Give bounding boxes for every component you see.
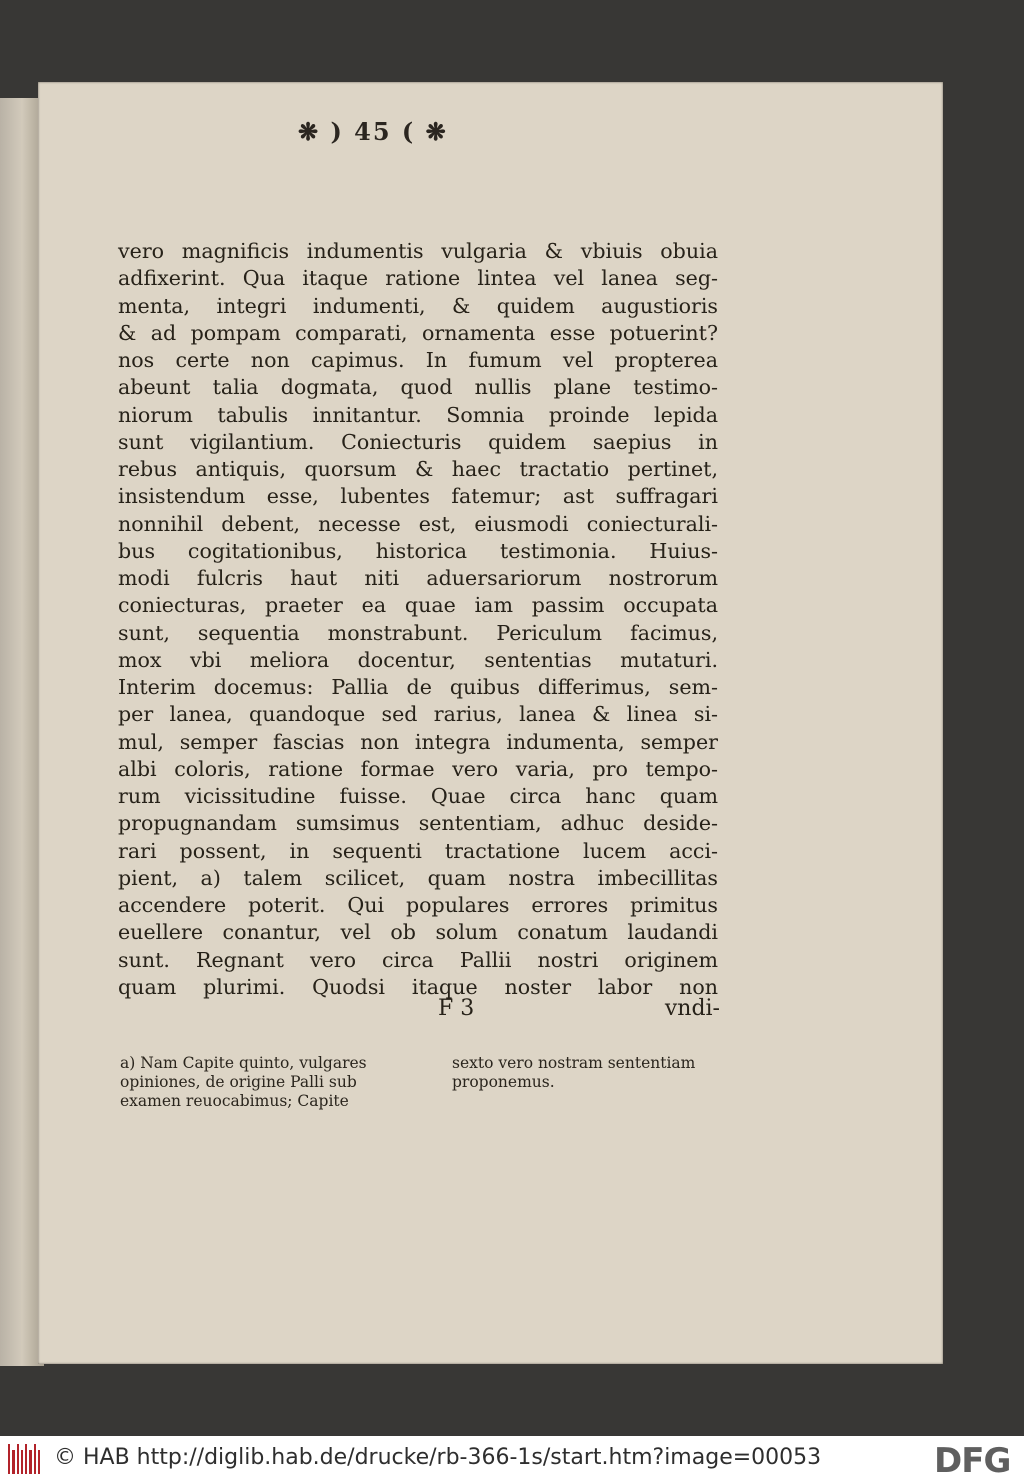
- text-line: propugnandam sumsimus sententiam, adhuc deside-: [118, 811, 718, 836]
- text-line: Interim docemus: Pallia de quibus differimus, sem-: [118, 675, 718, 699]
- text-line: niorum tabulis innitantur. Somnia proinde lepida: [118, 402, 718, 427]
- text-line: quam plurimi. Quodsi itaque noster labor non: [118, 974, 718, 999]
- hab-logo-icon: [8, 1444, 40, 1474]
- text-line: mox vbi meliora docentur, sententias mutaturi.: [118, 647, 718, 672]
- text-line: per lanea, quandoque sed rarius, lanea & linea si-: [118, 702, 718, 727]
- text-line: modi fulcris haut niti aduersariorum nostrorum: [118, 566, 718, 590]
- page-header: ❋ ) 45 ( ❋: [298, 117, 448, 146]
- dfg-logo: DFG: [934, 1441, 1011, 1481]
- text-line: albi coloris, ratione formae vero varia, pro tempo-: [118, 756, 718, 781]
- footnote-line: a) Nam Capite quinto, vulgares: [120, 1054, 367, 1072]
- footnote-column-1: [120, 1054, 420, 1111]
- footnote-line: proponemus.: [452, 1073, 555, 1091]
- text-line: adfixerint. Qua itaque ratione lintea vel lanea seg-: [118, 266, 718, 291]
- footnote-line: examen reuocabimus; Capite: [120, 1092, 349, 1110]
- text-line: coniecturas, praeter ea quae iam passim occupata: [118, 593, 718, 618]
- footer-bar: [0, 1436, 1024, 1483]
- text-line: nos certe non capimus. In fumum vel propterea: [118, 348, 718, 372]
- text-line: sunt, sequentia monstrabunt. Periculum facimus,: [118, 620, 718, 645]
- text-line: euellere conantur, vel ob solum conatum laudandi: [118, 920, 718, 945]
- footnote-column-2: [452, 1054, 732, 1092]
- text-line: accendere poterit. Qui populares errores primitus: [118, 893, 718, 917]
- text-line: bus cogitationibus, historica testimonia. Huius-: [118, 538, 718, 563]
- text-line: vero magnificis indumentis vulgaria & vbiuis obuia: [118, 239, 718, 263]
- text-line: & ad pompam comparati, ornamenta esse potuerint?: [118, 320, 718, 345]
- text-line: rebus antiquis, quorsum & haec tractatio pertinet,: [118, 457, 718, 481]
- footnote-line: opiniones, de origine Palli sub: [120, 1073, 357, 1091]
- signature-mark: F 3: [438, 996, 475, 1021]
- text-line: sunt. Regnant vero circa Pallii nostri originem: [118, 947, 718, 972]
- text-line: abeunt talia dogmata, quod nullis plane testimo-: [118, 375, 718, 400]
- text-line: rum vicissitudine fuisse. Quae circa hanc quam: [118, 784, 718, 808]
- body-text: [118, 238, 718, 1001]
- copyright-link[interactable]: © HAB http://diglib.hab.de/drucke/rb-366-1s/start.htm?image=00053: [54, 1445, 822, 1470]
- footnote-line: sexto vero nostram sententiam: [452, 1054, 696, 1072]
- text-line: sunt vigilantium. Coniecturis quidem saepius in: [118, 429, 718, 454]
- catchword: vndi-: [664, 996, 720, 1021]
- signature-row: [438, 996, 720, 1021]
- text-line: pient, a) talem scilicet, quam nostra imbecillitas: [118, 865, 718, 890]
- text-line: mul, semper fascias non integra indumenta, semper: [118, 729, 718, 754]
- text-line: insistendum esse, lubentes fatemur; ast suffragari: [118, 484, 718, 509]
- text-line: rari possent, in sequenti tractatione lucem acci-: [118, 838, 718, 863]
- text-line: menta, integri indumenti, & quidem augustioris: [118, 293, 718, 318]
- text-line: nonnihil debent, necesse est, eiusmodi coniecturali-: [118, 511, 718, 536]
